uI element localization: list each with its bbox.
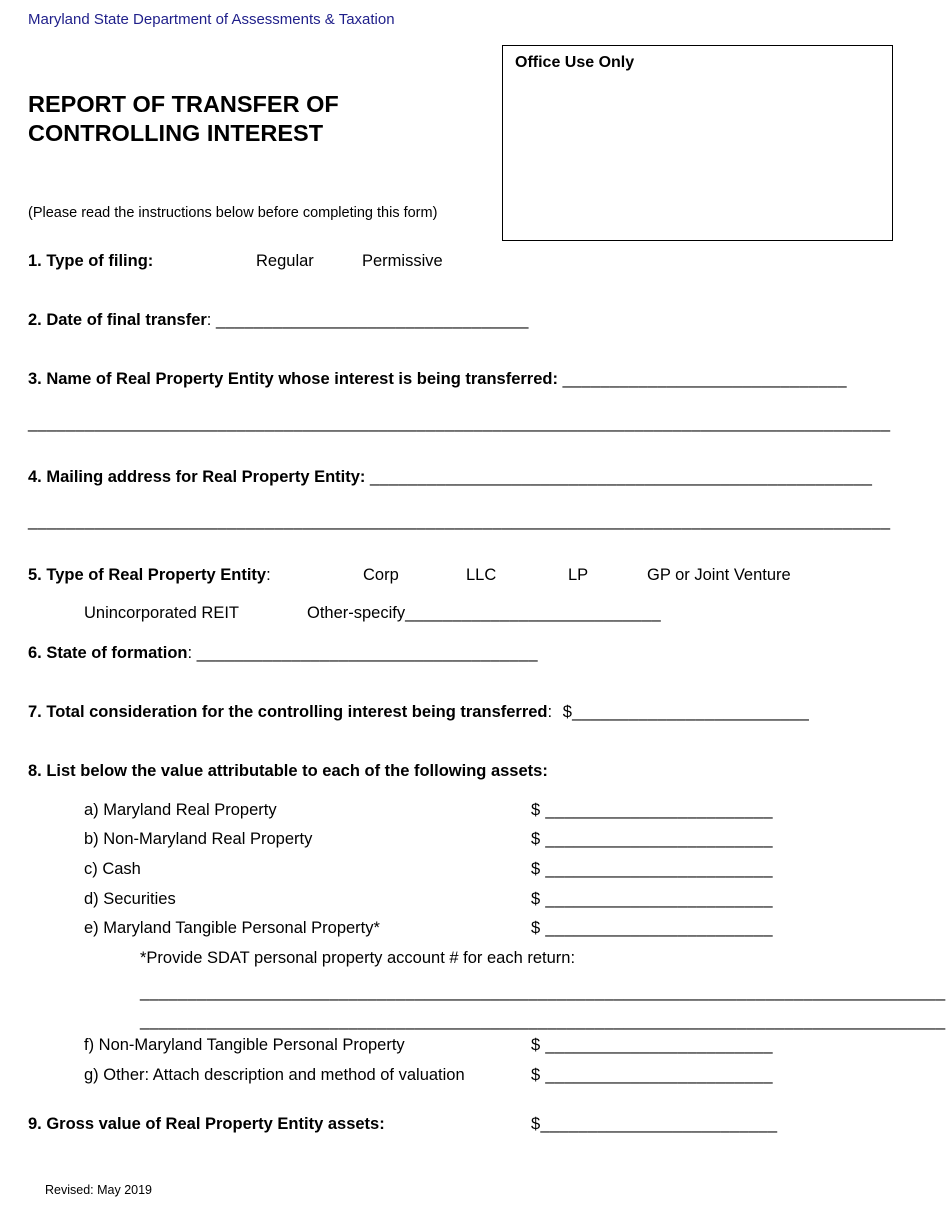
q5-option-gp-joint-venture[interactable]: GP or Joint Venture (647, 566, 791, 584)
q8-item-value-field[interactable]: $ ________________________ (531, 1066, 773, 1084)
office-use-box (502, 45, 893, 241)
q9-label: 9. Gross value of Real Property Entity assets: (28, 1115, 385, 1133)
q5-option-unincorporated-reit[interactable]: Unincorporated REIT (84, 604, 239, 622)
q3-entity-name-field[interactable]: ______________________________ (562, 370, 847, 388)
q1-option-permissive[interactable]: Permissive (362, 252, 443, 270)
q8-label: 8. List below the value attributable to each of the following assets: (28, 762, 548, 780)
q8-item-label: e) Maryland Tangible Personal Property* (84, 919, 380, 937)
q6-state-field[interactable]: ____________________________________ (196, 644, 538, 662)
q2-label: 2. Date of final transfer (28, 311, 207, 329)
q2-row (28, 311, 529, 330)
q5-option-corp[interactable]: Corp (363, 566, 399, 584)
form-title (28, 90, 339, 148)
q3-label: 3. Name of Real Property Entity whose interest is being transferred: (28, 370, 558, 388)
office-use-label: Office Use Only (515, 54, 635, 71)
form-title-line-2: CONTROLLING INTEREST (28, 120, 324, 146)
q1-option-regular[interactable]: Regular (256, 252, 314, 270)
q8-item-value-field[interactable]: $ ________________________ (531, 801, 773, 819)
q5-other-specify-field[interactable]: ___________________________ (405, 604, 661, 622)
q8-item-label: a) Maryland Real Property (84, 801, 277, 819)
q5-other-label[interactable]: Other-specify (307, 604, 406, 622)
q1-label: 1. Type of filing: (28, 252, 154, 270)
q3-row (28, 370, 847, 389)
q8-item-label: g) Other: Attach description and method of valuation (84, 1066, 465, 1084)
q4-label: 4. Mailing address for Real Property Entity: (28, 468, 366, 486)
q8-item-value-field[interactable]: $ ________________________ (531, 830, 773, 848)
q8-item-label: f) Non-Maryland Tangible Personal Property (84, 1036, 405, 1054)
sdat-account-note: *Provide SDAT personal property account # for each return: (140, 949, 576, 967)
q4-mailing-address-field-continued[interactable]: ___________________________________________________________________________________________ (28, 512, 891, 530)
q4-row (28, 468, 872, 487)
instructions-note: (Please read the instructions below before completing this form) (28, 205, 438, 221)
q7-row (28, 703, 809, 722)
q5-option-lp[interactable]: LP (568, 566, 589, 584)
q7-colon: : (547, 703, 553, 721)
q8-item-value-field[interactable]: $ ________________________ (531, 890, 773, 908)
q8-item-label: c) Cash (84, 860, 141, 878)
q6-row (28, 644, 538, 663)
q8-item-value-field[interactable]: $ ________________________ (531, 919, 773, 937)
q3-entity-name-field-continued[interactable]: ___________________________________________________________________________________________ (28, 414, 891, 432)
sdat-account-field-1[interactable]: _____________________________________________________________________________________ (140, 983, 946, 1001)
q8-item-value-field[interactable]: $ ________________________ (531, 1036, 773, 1054)
q6-colon: : (187, 644, 193, 662)
agency-name: Maryland State Department of Assessments & Taxation (28, 11, 395, 28)
q2-date-field[interactable]: _________________________________ (215, 311, 529, 329)
q5-option-other (307, 604, 661, 623)
q8-item-value-field[interactable]: $ ________________________ (531, 860, 773, 878)
q5-colon: : (266, 566, 271, 584)
q7-label: 7. Total consideration for the controlling interest being transferred (28, 703, 548, 721)
sdat-account-field-2[interactable]: _____________________________________________________________________________________ (140, 1012, 946, 1030)
form-title-line-1: REPORT OF TRANSFER OF (28, 91, 339, 117)
q5-row (28, 566, 271, 585)
q5-option-llc[interactable]: LLC (466, 566, 497, 584)
q4-mailing-address-field[interactable]: _____________________________________________________ (370, 468, 873, 486)
q2-colon: : (206, 311, 212, 329)
q7-consideration-field[interactable]: $_________________________ (562, 703, 810, 721)
q8-item-label: d) Securities (84, 890, 176, 908)
q5-label: 5. Type of Real Property Entity (28, 566, 267, 584)
q6-label: 6. State of formation (28, 644, 188, 662)
revision-date: Revised: May 2019 (45, 1183, 153, 1197)
q9-gross-value-field[interactable]: $_________________________ (531, 1115, 778, 1133)
q8-item-label: b) Non-Maryland Real Property (84, 830, 313, 848)
